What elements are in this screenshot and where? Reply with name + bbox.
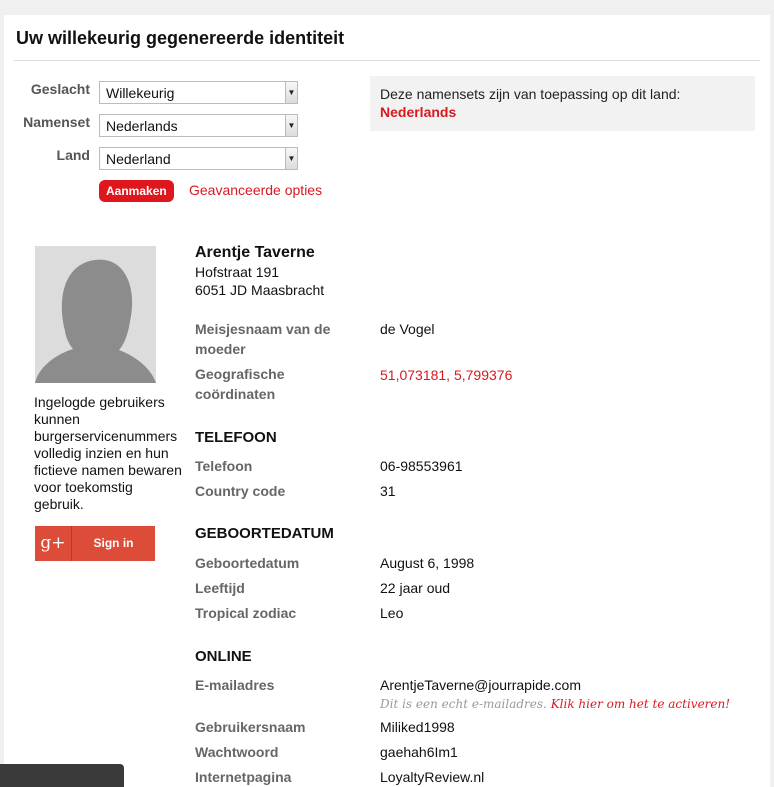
- country-select-value: Nederland: [106, 151, 171, 167]
- email-label: E-mailadres: [195, 677, 275, 693]
- chevron-down-icon: ▼: [285, 148, 297, 169]
- person-silhouette-icon: [35, 246, 156, 383]
- nameset-label: Namenset: [23, 114, 90, 130]
- chevron-down-icon: ▼: [285, 115, 297, 136]
- gender-select-value: Willekeurig: [106, 85, 175, 101]
- zodiac-label: Tropical zodiac: [195, 605, 297, 621]
- website-label: Internetpagina: [195, 769, 292, 785]
- country-label: Land: [56, 147, 90, 163]
- email-note-text: Dit is een echt e-mailadres.: [380, 697, 547, 711]
- password-value: gaehah6Im1: [380, 744, 458, 760]
- create-button[interactable]: Aanmaken: [99, 180, 174, 202]
- website-value: LoyaltyReview.nl: [380, 769, 485, 785]
- bottom-toolbar[interactable]: [0, 764, 124, 787]
- coordinates-label: Geografische coördinaten: [195, 366, 285, 402]
- mothers-maiden-name-value: de Vogel: [380, 321, 435, 337]
- address-street: Hofstraat 191: [195, 264, 280, 280]
- zodiac-value: Leo: [380, 605, 404, 621]
- age-value: 22 jaar oud: [380, 580, 451, 596]
- country-code-label: Country code: [195, 483, 286, 499]
- email-value: ArentjeTaverne@jourrapide.com: [380, 677, 581, 693]
- identity-name: Arentje Taverne: [195, 244, 315, 261]
- page-title: Uw willekeurig gegenereerde identiteit: [16, 28, 345, 48]
- country-select[interactable]: [99, 147, 298, 170]
- phone-label: Telefoon: [195, 458, 253, 474]
- nameset-info-text: Deze namensets zijn van toepassing op dit land:: [380, 86, 681, 102]
- username-label: Gebruikersnaam: [195, 719, 306, 735]
- title-divider: [14, 60, 760, 61]
- username-value: Miliked1998: [380, 719, 455, 735]
- nameset-select[interactable]: [99, 114, 298, 137]
- password-label: Wachtwoord: [195, 744, 279, 760]
- birthdate-value: August 6, 1998: [380, 555, 475, 571]
- advanced-options-link[interactable]: Geavanceerde opties: [189, 182, 323, 198]
- country-code-value: 31: [380, 483, 396, 499]
- coordinates-link[interactable]: 51,073181, 5,799376: [380, 367, 513, 383]
- identity-card: [4, 15, 770, 787]
- avatar: [35, 246, 156, 383]
- gender-label: Geslacht: [30, 81, 90, 97]
- email-activate-link[interactable]: Klik hier om het te activeren!: [550, 697, 731, 711]
- birthday-section-heading: GEBOORTEDATUM: [195, 525, 334, 542]
- google-signin-button[interactable]: [35, 526, 155, 561]
- signin-label: Sign in: [93, 536, 134, 550]
- login-info-text: Ingelogde gebruikers kunnen burgerservicenummers volledig inzien en hun fictieve namen bewaren voor toekomstig gebruik.: [34, 394, 182, 512]
- phone-section-heading: TELEFOON: [195, 429, 277, 446]
- phone-value: 06-98553961: [380, 458, 463, 474]
- birthdate-label: Geboortedatum: [195, 555, 300, 571]
- nameset-info-country: Nederlands: [380, 104, 457, 120]
- chevron-down-icon: ▼: [285, 82, 297, 103]
- online-section-heading: ONLINE: [195, 648, 252, 665]
- google-plus-icon: g+: [35, 526, 72, 561]
- age-label: Leeftijd: [195, 580, 245, 596]
- nameset-select-value: Nederlands: [106, 118, 178, 134]
- email-note: [380, 697, 730, 711]
- nameset-info-box: [370, 76, 755, 131]
- gender-select[interactable]: [99, 81, 298, 104]
- mothers-maiden-name-label: Meisjesnaam van de moeder: [195, 321, 331, 357]
- address-city: 6051 JD Maasbracht: [195, 282, 325, 298]
